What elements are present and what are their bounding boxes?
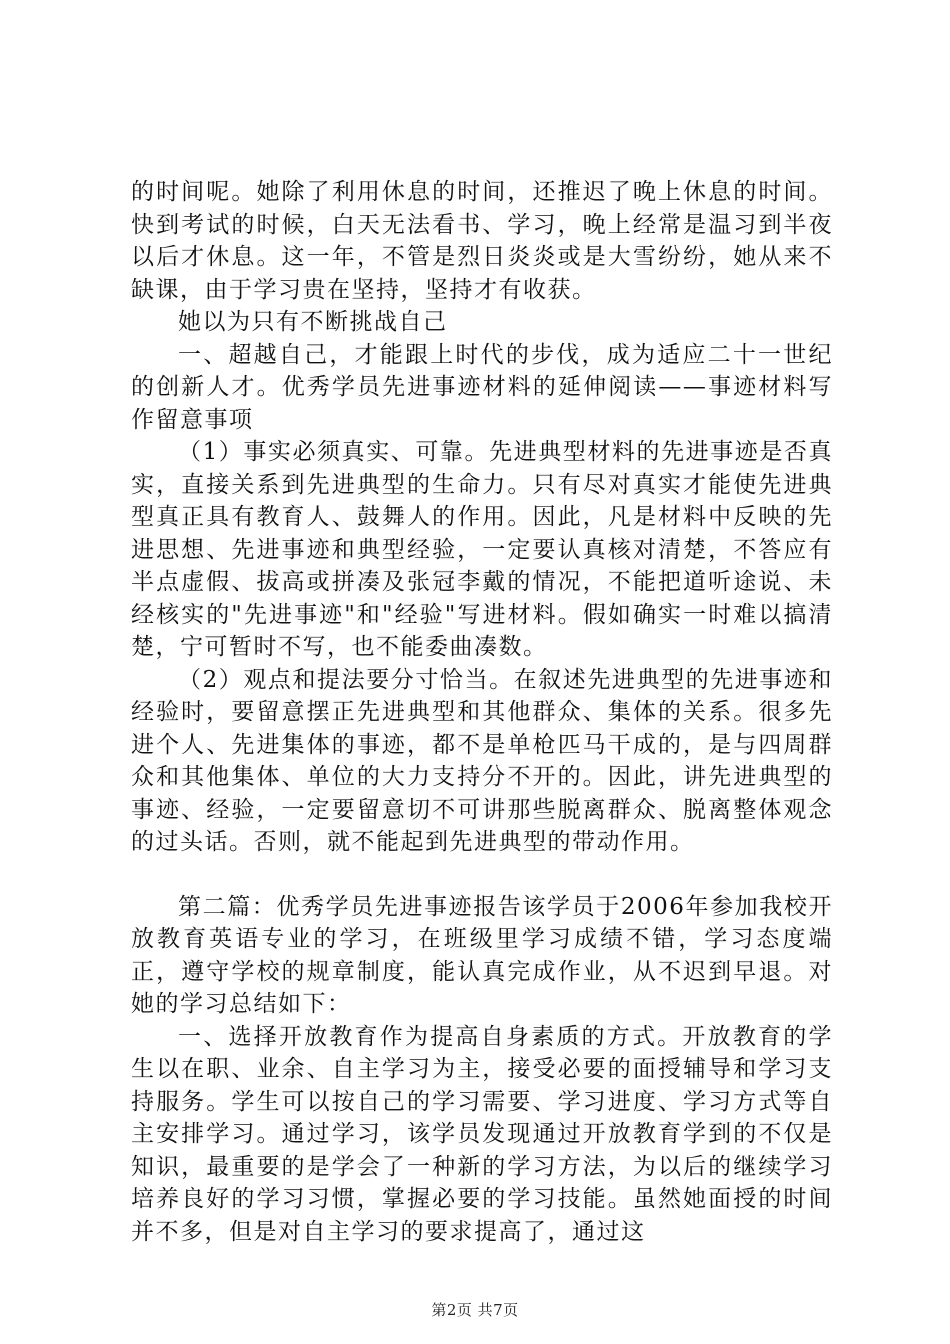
paragraph-3: 一、超越自己，才能跟上时代的步伐，成为适应二十一世纪的创新人才。优秀学员先进事迹材料的延伸阅读——事迹材料写作留意事项 [131,341,833,433]
paragraph-6: 第二篇：优秀学员先进事迹报告该学员于2006年参加我校开放教育英语专业的学习，在班级里学习成绩不错，学习态度端正，遵守学校的规章制度，能认真完成作业，从不迟到早退。对她的学习总结如下： [131,893,833,1017]
section-gap [131,859,833,891]
paragraph-7: 一、选择开放教育作为提高自身素质的方式。开放教育的学生以在职、业余、自主学习为主，接受必要的面授辅导和学习支持服务。学生可以按自己的学习需要、学习进度、学习方式等自主安排学习。通过学习，该学员发现通过开放教育学到的不仅是知识，最重要的是学会了一种新的学习方法，为以后的继续学习培养良好的学习习惯，掌握必要的学习技能。虽然她面授的时间并不多，但是对自主学习的要求提高了，通过这 [131,1023,833,1245]
document-body [131,176,833,1248]
paragraph-1: 的时间呢。她除了利用休息的时间，还推迟了晚上休息的时间。快到考试的时候，白天无法看书、学习，晚上经常是温习到半夜以后才休息。这一年，不管是烈日炎炎或是大雪纷纷，她从来不缺课，由于学习贵在坚持，坚持才有收获。 [131,179,833,303]
page-footer: 第2页 共7页 [431,1301,519,1319]
paragraph-5: （2）观点和提法要分寸恰当。在叙述先进典型的先进事迹和经验时，要留意摆正先进典型和其他群众、集体的关系。很多先进个人、先进集体的事迹，都不是单枪匹马干成的，是与四周群众和其他集体、单位的大力支持分不开的。因此，讲先进典型的事迹、经验，一定要留意切不可讲那些脱离群众、脱离整体观念的过头话。否则，就不能起到先进典型的带动作用。 [131,666,833,855]
paragraph-4: （1）事实必须真实、可靠。先进典型材料的先进事迹是否真实，直接关系到先进典型的生命力。只有尽对真实才能使先进典型真正具有教育人、鼓舞人的作用。因此，凡是材料中反映的先进思想、先进事迹和典型经验，一定要认真核对清楚，不答应有半点虚假、拔高或拼凑及张冠李戴的情况，不能把道听途说、未经核实的"先进事迹"和"经验"写进材料。假如确实一时难以搞清楚，宁可暂时不写，也不能委曲凑数。 [131,439,833,660]
paragraph-2: 她以为只有不断挑战自己 [178,309,448,335]
